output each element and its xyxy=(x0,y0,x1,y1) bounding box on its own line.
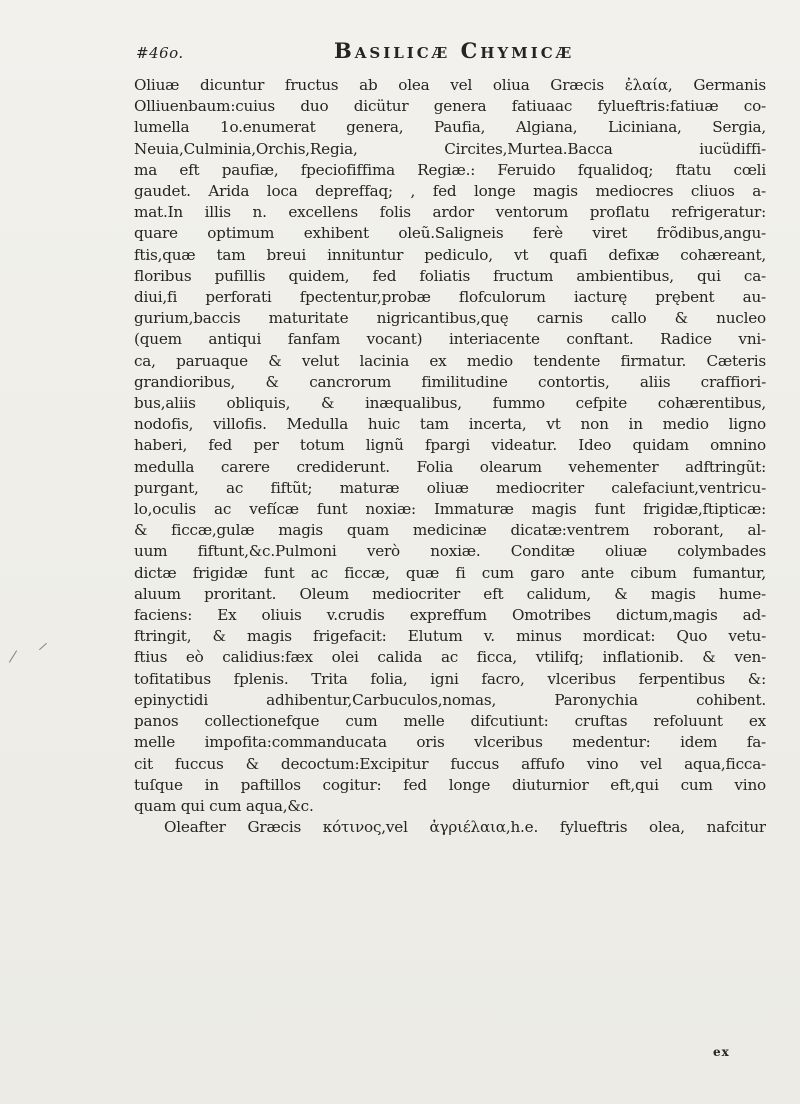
text-line: faciens: Ex oliuis v.crudis expreffum Omotribes dictum,magis ad- xyxy=(134,606,766,625)
text-line: tuſque in paftillos cogitur: fed longe diuturnior eft,qui cum vino xyxy=(134,775,766,794)
running-head: Basilicæ Chymicæ xyxy=(334,38,575,63)
text-line: purgant, ac fiftũt; maturæ oliuæ mediocriter calefaciunt,ventricu- xyxy=(134,478,766,497)
text-line: panos collectionefque cum melle difcutiunt: cruftas refoluunt ex xyxy=(134,712,766,731)
text-line: epinyctidi adhibentur,Carbuculos,nomas, Paronychia cohibent. xyxy=(134,690,766,709)
text-line: dictæ frigidæ funt ac ficcæ, quæ fi cum garo ante cibum fumantur, xyxy=(134,563,766,582)
text-line: diui,fi perforati fpectentur,probæ flofculorum iacturę prębent au- xyxy=(134,288,766,307)
text-line: quare optimum exhibent oleũ.Saligneis ferè viret frõdibus,angu- xyxy=(134,224,766,243)
margin-mark xyxy=(9,650,17,662)
text-line: uum fiftunt,&c.Pulmoni verò noxiæ. Conditæ oliuæ colymbades xyxy=(134,542,766,561)
page-number: #46o. xyxy=(136,44,184,62)
text-line: Oleafter Græcis κότινος,vel ἀγριέλαια,h.e. fylueftris olea, nafcitur xyxy=(164,818,766,837)
text-line: cit fuccus & decoctum:Excipitur fuccus affufo vino vel aqua,ficca- xyxy=(134,754,766,773)
text-line: floribus pufillis quidem, fed foliatis fructum ambientibus, qui ca- xyxy=(134,266,766,285)
body-text xyxy=(134,75,766,838)
text-line: Olliuenbaum:cuius duo dicütur genera fatiuaac fylueftris:fatiuæ co- xyxy=(134,97,766,116)
text-line: medulla carere crediderunt. Folia olearum vehementer adftringũt: xyxy=(134,457,766,476)
text-line: quam qui cum aqua,&c. xyxy=(134,796,314,815)
text-line: grandioribus, & cancrorum fimilitudine contortis, aliis craffiori- xyxy=(134,372,766,391)
text-line: melle impofita:commanducata oris vlceribus medentur: idem fa- xyxy=(134,733,766,752)
text-line: tofitatibus fplenis. Trita folia, igni facro, vlceribus ferpentibus &: xyxy=(134,669,766,688)
catchword: ex xyxy=(713,1045,730,1059)
page-header xyxy=(136,38,756,72)
text-line: ftius eò calidius:fæx olei calida ac ficca, vtilifq; inflationib. & ven- xyxy=(134,648,766,667)
text-line: nodofis, villofis. Medulla huic tam incerta, vt non in medio ligno xyxy=(134,415,766,434)
text-line: ftis,quæ tam breui innituntur pediculo, vt quafi defixæ cohæreant, xyxy=(134,245,766,264)
text-line: bus,aliis obliquis, & inæqualibus, fummo cefpite cohærentibus, xyxy=(134,394,766,413)
text-line: ca, paruaque & velut lacinia ex medio tendente firmatur. Cæteris xyxy=(134,351,766,370)
text-line: lumella 1o.enumerat genera, Paufia, Algiana, Liciniana, Sergia, xyxy=(134,118,766,137)
text-line: Neuia,Culminia,Orchis,Regia, Circites,Murtea.Bacca iucüdiffi- xyxy=(134,139,766,158)
text-line: ma eft paufiæ, fpeciofiffima Regiæ.: Feruido fqualidoq; ftatu cœli xyxy=(134,160,766,179)
text-line: haberi, fed per totum lignũ fpargi videatur. Ideo quidam omnino xyxy=(134,436,766,455)
text-line: aluum proritant. Oleum mediocriter eft calidum, & magis hume- xyxy=(134,584,766,603)
text-line: Oliuæ dicuntur fructus ab olea vel oliua Græcis ἐλαία, Germanis xyxy=(134,76,766,94)
text-line: (quem antiqui fanfam vocant) interiacente conftant. Radice vni- xyxy=(134,330,766,349)
text-line: ftringit, & magis frigefacit: Elutum v. minus mordicat: Quo vetu- xyxy=(134,627,766,646)
text-line: gurium,baccis maturitate nigricantibus,quę carnis callo & nucleo xyxy=(134,309,766,328)
text-line: & ficcæ,gulæ magis quam medicinæ dicatæ:ventrem roborant, al- xyxy=(134,521,766,540)
text-line: gaudet. Arida loca depreffaq; , fed longe magis mediocres cliuos a- xyxy=(134,182,766,201)
text-line: mat.In illis n. excellens folis ardor ventorum proflatu refrigeratur: xyxy=(134,203,766,222)
margin-mark xyxy=(39,643,47,650)
text-line: lo,oculis ac vefícæ funt noxiæ: Immaturæ magis funt frigidæ,ftipticæ: xyxy=(134,500,766,519)
